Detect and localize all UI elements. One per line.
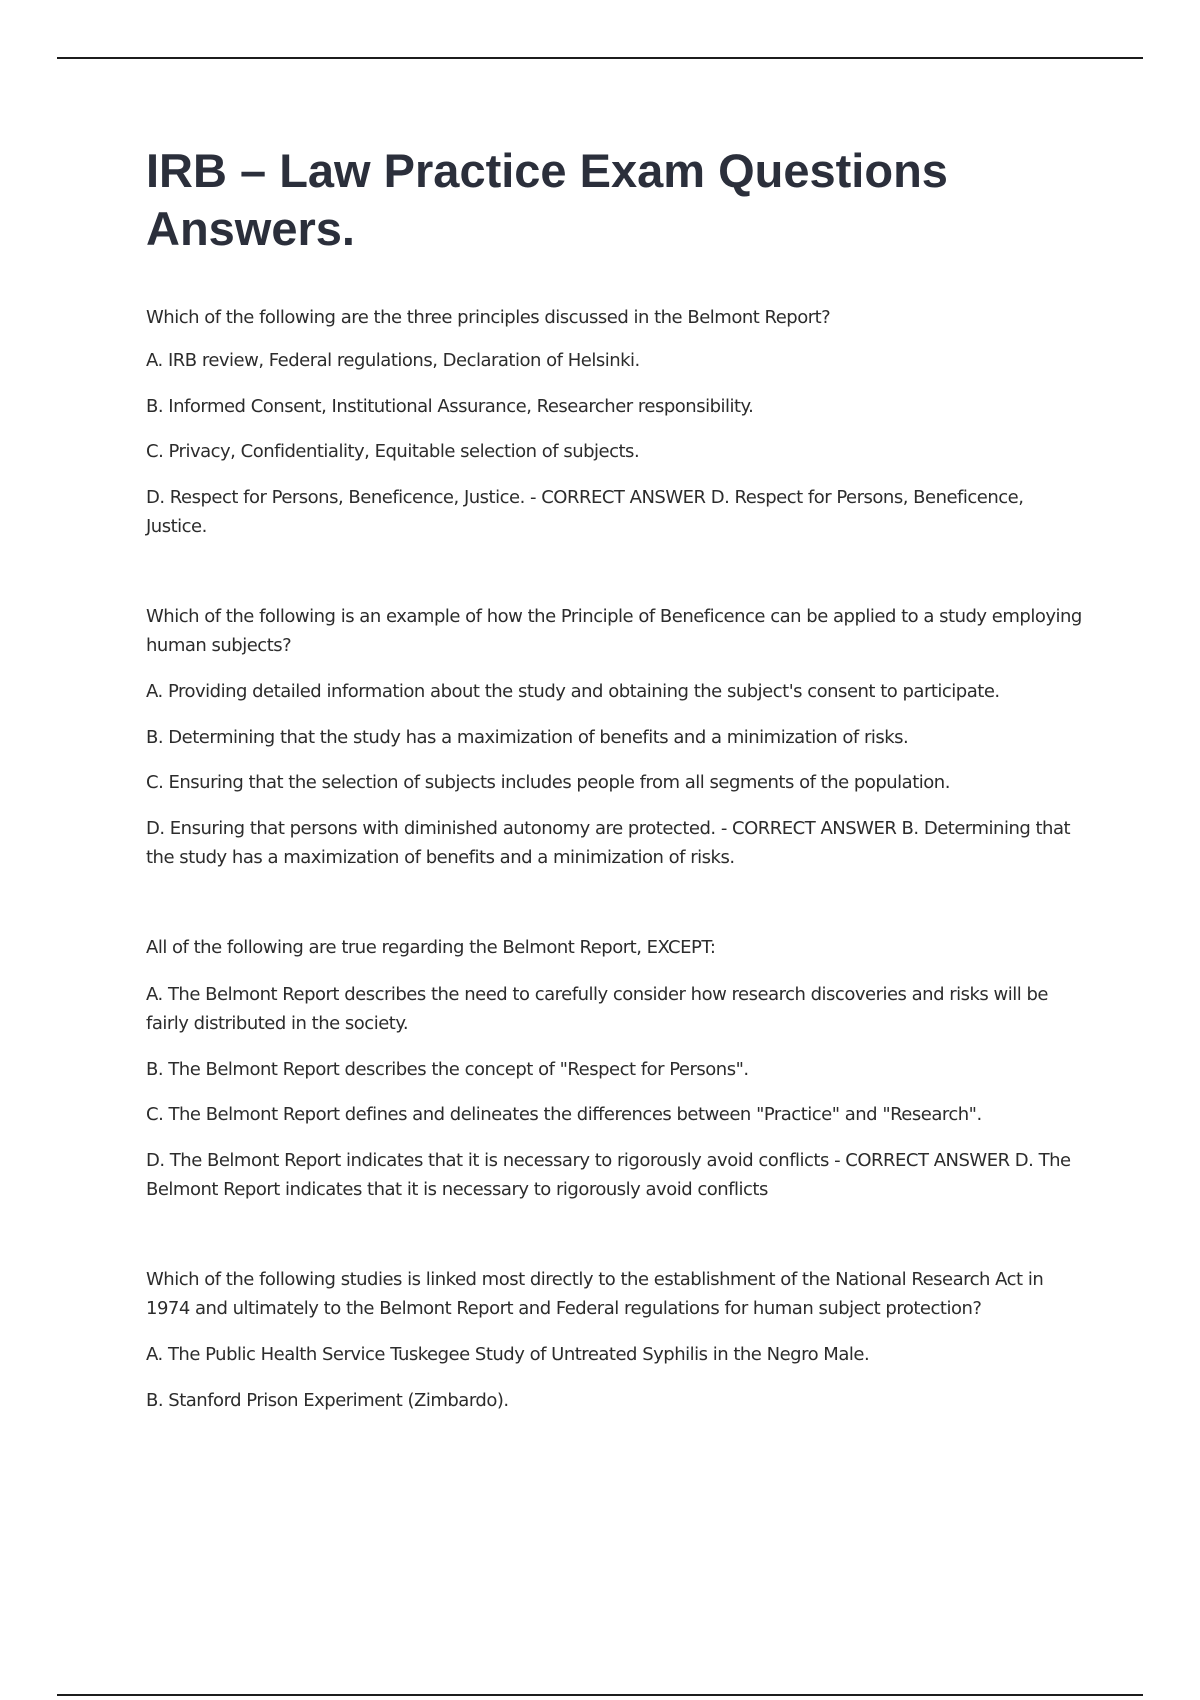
question-4-option-b: B. Stanford Prison Experiment (Zimbardo). — [146, 1390, 509, 1411]
question-2-text: Which of the following is an example of how the Principle of Beneficence can be applied to a study employing human subjects? — [146, 606, 1082, 656]
question-2-option-d: D. Ensuring that persons with diminished autonomy are protected. - CORRECT ANSWER B. Determining that the study has a maximization of benefits and a minimization of risks. — [146, 818, 1071, 868]
question-3-option-d: D. The Belmont Report indicates that it is necessary to rigorously avoid conflicts - CORRECT ANSWER D. The Belmont Report indicates that it is necessary to rigorously avoid conflicts — [146, 1150, 1071, 1200]
question-4-option-a: A. The Public Health Service Tuskegee Study of Untreated Syphilis in the Negro Male. — [146, 1344, 870, 1365]
bottom-rule — [57, 1694, 1143, 1696]
question-4-text: Which of the following studies is linked most directly to the establishment of the National Research Act in 1974 and ultimately to the Belmont Report and Federal regulations for human subject protection? — [146, 1269, 1044, 1319]
question-2-option-a: A. Providing detailed information about the study and obtaining the subject's consent to participate. — [146, 681, 1000, 702]
question-3-option-a: A. The Belmont Report describes the need to carefully consider how research discoveries and risks will be fairly distributed in the society. — [146, 984, 1048, 1034]
page-title: IRB – Law Practice Exam Questions Answers. — [146, 144, 948, 255]
question-3-option-c: C. The Belmont Report defines and delineates the differences between "Practice" and "Research". — [146, 1104, 982, 1125]
question-1-option-c: C. Privacy, Confidentiality, Equitable selection of subjects. — [146, 441, 640, 462]
question-3-text: All of the following are true regarding the Belmont Report, EXCEPT: — [146, 937, 716, 958]
question-2-option-c: C. Ensuring that the selection of subjects includes people from all segments of the population. — [146, 772, 950, 793]
top-rule — [57, 57, 1143, 59]
question-1-option-d: D. Respect for Persons, Beneficence, Justice. - CORRECT ANSWER D. Respect for Persons, Beneficence, Justice. — [146, 487, 1024, 537]
question-2-option-b: B. Determining that the study has a maximization of benefits and a minimization of risks. — [146, 727, 909, 748]
question-1-text: Which of the following are the three principles discussed in the Belmont Report? — [146, 307, 831, 328]
question-1-option-a: A. IRB review, Federal regulations, Declaration of Helsinki. — [146, 350, 640, 371]
question-3-option-b: B. The Belmont Report describes the concept of "Respect for Persons". — [146, 1059, 749, 1080]
question-1-option-b: B. Informed Consent, Institutional Assurance, Researcher responsibility. — [146, 396, 754, 417]
